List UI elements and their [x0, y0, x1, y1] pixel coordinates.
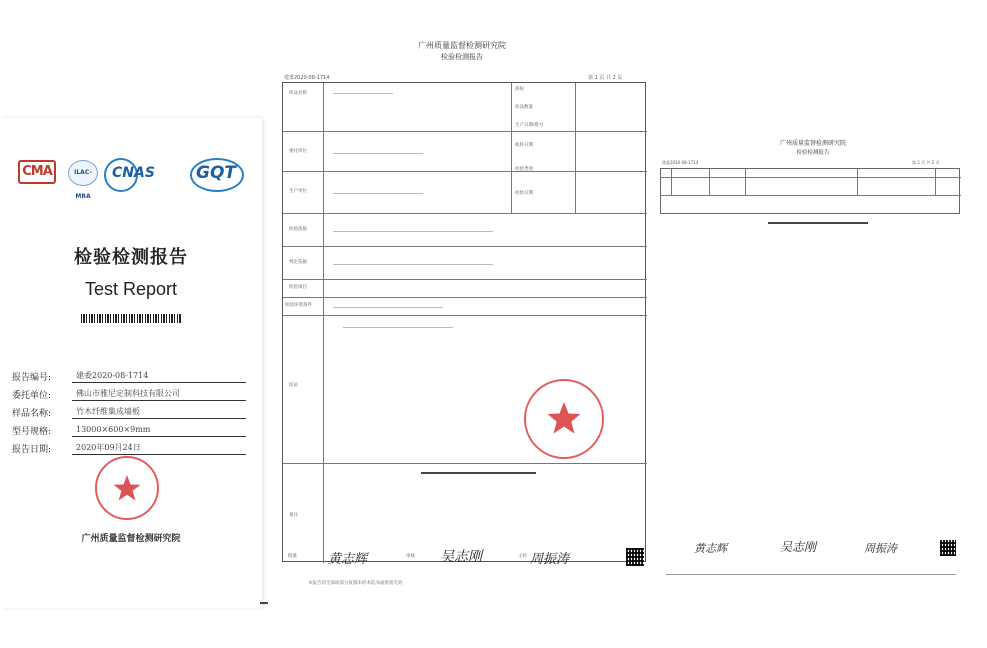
cover-page [0, 118, 262, 608]
label-test-items: 检验项目 [289, 285, 307, 290]
info-row-report-no: 报告编号: 建委2020-08-1714 [12, 368, 248, 386]
page3-table [660, 168, 960, 214]
report-page-1 [268, 30, 656, 610]
info-row-model-spec: 型号规格: 13000×600×9mm [12, 422, 248, 440]
label-test-basis: 检验依据 [289, 227, 307, 232]
report-institute: 广州质量监督检测研究院 [418, 41, 506, 50]
label-trademark: 商标 [515, 87, 524, 92]
cover-info-table [12, 368, 248, 458]
ilac-mra-logo-icon: ILAC-MRA [66, 158, 100, 190]
accreditation-logos [14, 158, 249, 200]
label-approver: 批准 [288, 554, 297, 559]
gqt-logo-icon: GQT [190, 158, 248, 190]
page3-signature-inspector: 周振涛 [864, 542, 897, 555]
signature-approver: 黄志辉 [328, 552, 368, 567]
label-manufacturer: 生产单位 [289, 189, 307, 194]
label-batch: 生产日期/批号 [515, 123, 544, 128]
page3-report-number: 建委2020-08-1714 [662, 160, 699, 165]
page3-qr-code-icon [940, 540, 956, 556]
cnas-logo-icon: CNAS [104, 158, 174, 190]
signature-inspector: 周振涛 [530, 552, 570, 567]
label-remarks: 备注 [289, 513, 298, 518]
report-seal-icon [523, 378, 605, 460]
label-test-date: 检验日期 [515, 191, 533, 196]
page3-signature-reviewer: 吴志刚 [780, 540, 817, 554]
report-number: 建委2020-08-1714 [284, 75, 330, 81]
page3-institute: 广州质量监督检测研究院 [779, 140, 846, 147]
label-receive-date: 收样日期 [515, 143, 533, 148]
signature-reviewer: 吴志刚 [440, 549, 482, 565]
cover-title-english: Test Report [84, 279, 178, 299]
label-conclusion: 结论 [289, 383, 298, 388]
info-row-sample-name: 样品名称: 竹木纤维集成墙板 [12, 404, 248, 422]
label-client: 委托单位 [289, 149, 307, 154]
cover-organization: 广州质量监督检测研究院 [81, 534, 181, 544]
label-test-type: 检验类别 [515, 167, 533, 172]
qr-code-icon [626, 548, 644, 566]
report-page-number: 第 1 页 共 2 页 [588, 75, 623, 81]
barcode-icon [81, 314, 181, 323]
label-judgment-basis: 判定依据 [289, 260, 307, 265]
label-sample-qty: 样品数量 [515, 105, 533, 110]
report-subtitle: 检验检测报告 [441, 53, 483, 61]
page3-divider [768, 222, 868, 224]
label-reviewer: 审核 [406, 554, 415, 559]
page3-subtitle: 检验检测报告 [796, 150, 830, 156]
info-row-report-date: 报告日期: 2020年09月24日 [12, 440, 248, 458]
page3-signature-approver: 黄志辉 [694, 542, 727, 555]
cover-title-chinese: 检验检测报告 [74, 247, 188, 268]
report-table [282, 82, 646, 562]
info-row-client: 委托单位: 佛山市雅尼定制科技有限公司 [12, 386, 248, 404]
label-inspector: 主检 [518, 554, 527, 559]
label-sample-name: 样品名称 [289, 91, 307, 96]
report-page-2 [656, 112, 970, 592]
cma-logo-icon: CMA [14, 158, 60, 190]
official-seal-icon [94, 455, 160, 521]
divider-line [421, 472, 536, 474]
label-environment: 检验环境条件 [285, 303, 312, 308]
page3-page-number: 第 2 页 共 2 页 [912, 160, 940, 165]
report-footnote: 本报告的全部或部分复制未经本院书面批准无效 [308, 581, 403, 586]
